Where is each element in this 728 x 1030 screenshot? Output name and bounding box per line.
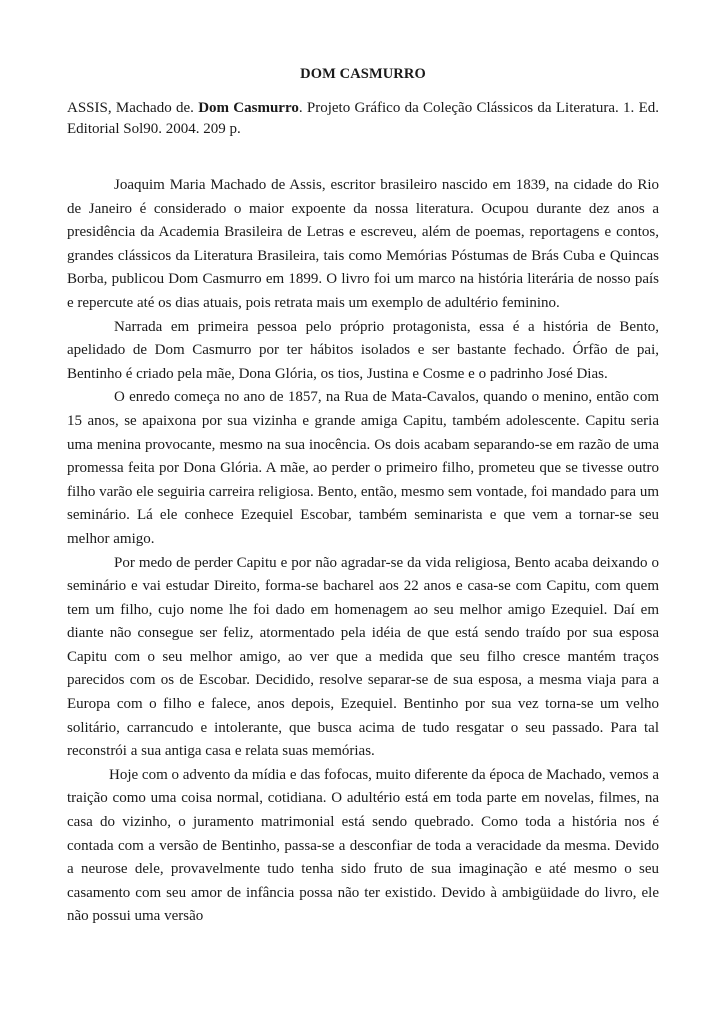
bibliographic-reference	[67, 98, 659, 140]
reference-author: ASSIS, Machado de.	[67, 100, 199, 116]
paragraph-plot-start: O enredo começa no ano de 1857, na Rua de Mata-Cavalos, quando o menino, então com 15 anos, se apaixona por sua vizinha e grande amiga Capitu, também adolescente. Capitu seria uma menina provocante, mesmo na sua inocência. Os dois acabam separando-se em razão de uma promessa feita por Dona Glória. A mãe, ao perder o primeiro filho, prometeu que se tivesse outro filho varão ele seguiria carreira religiosa. Bento, então, mesmo sem vontade, foi mandado para um seminário. Lá ele conhece Ezequiel Escobar, também seminarista e que vem a tornar-se seu melhor amigo.	[67, 389, 659, 547]
reference-details: . Projeto Gráfico da Coleção Clássicos da Literatura. 1. Ed. Editorial Sol90. 2004. 209 p.	[67, 100, 659, 137]
review-body	[67, 174, 659, 929]
reference-book-title: Dom Casmurro	[198, 100, 299, 116]
document-title: DOM CASMURRO	[300, 66, 426, 82]
paragraph-narration: Narrada em primeira pessoa pelo próprio protagonista, essa é a história de Bento, apelidado de Dom Casmurro por ter hábitos isolados e ser bastante fechado. Órfão de pai, Bentinho é criado pela mãe, Dona Glória, os tios, Justina e Cosme e o padrinho José Dias.	[67, 318, 659, 382]
paragraph-analysis: Hoje com o advento da mídia e das fofocas, muito diferente da época de Machado, vemos a traição como uma coisa normal, cotidiana. O adultério está em toda parte em novelas, filmes, na casa do vizinho, o juramento matrimonial está sendo quebrado. Como toda a história nos é contada com a versão de Bentinho, passa-se a desconfiar de toda a veracidade da mesma. Devido a neurose dele, provavelmente tudo tenha sido fruto de sua imaginação e até mesmo o seu casamento com seu amor de infância possa não ter existido. Devido à ambigüidade do livro, ele não possui uma versão	[67, 766, 659, 925]
paragraph-marriage: Por medo de perder Capitu e por não agradar-se da vida religiosa, Bento acaba deixando o seminário e vai estudar Direito, forma-se bacharel aos 22 anos e casa-se com Capitu, com quem tem um filho, cujo nome lhe foi dado em homenagem ao seu melhor amigo Ezequiel. Daí em diante não consegue ser feliz, atormentado pela idéia de que está sendo traído por sua esposa Capitu com o seu melhor amigo, ao ver que a medida que seu filho cresce mantém traços parecidos com os de Escobar. Decidido, resolve separar-se de sua esposa, a mesma viaja para a Europa com o filho e falece, anos depois, Ezequiel. Bentinho por sua vez torna-se um velho solitário, carrancudo e intolerante, que busca acima de tudo resgatar o seu passado. Para tal reconstrói a sua antiga casa e relata suas memórias.	[67, 554, 659, 760]
paragraph-author-intro: Joaquim Maria Machado de Assis, escritor brasileiro nascido em 1839, na cidade do Rio de Janeiro é considerado o maior expoente da nossa literatura. Ocupou durante dez anos a presidência da Academia Brasileira de Letras e escreveu, além de poemas, reportagens e contos, grandes clássicos da Literatura Brasileira, tais como Memórias Póstumas de Brás Cuba e Quincas Borba, publicou Dom Casmurro em 1899. O livro foi um marco na história literária de nosso país e repercute até os dias atuais, pois retrata mais um exemplo de adultério feminino.	[67, 177, 659, 311]
